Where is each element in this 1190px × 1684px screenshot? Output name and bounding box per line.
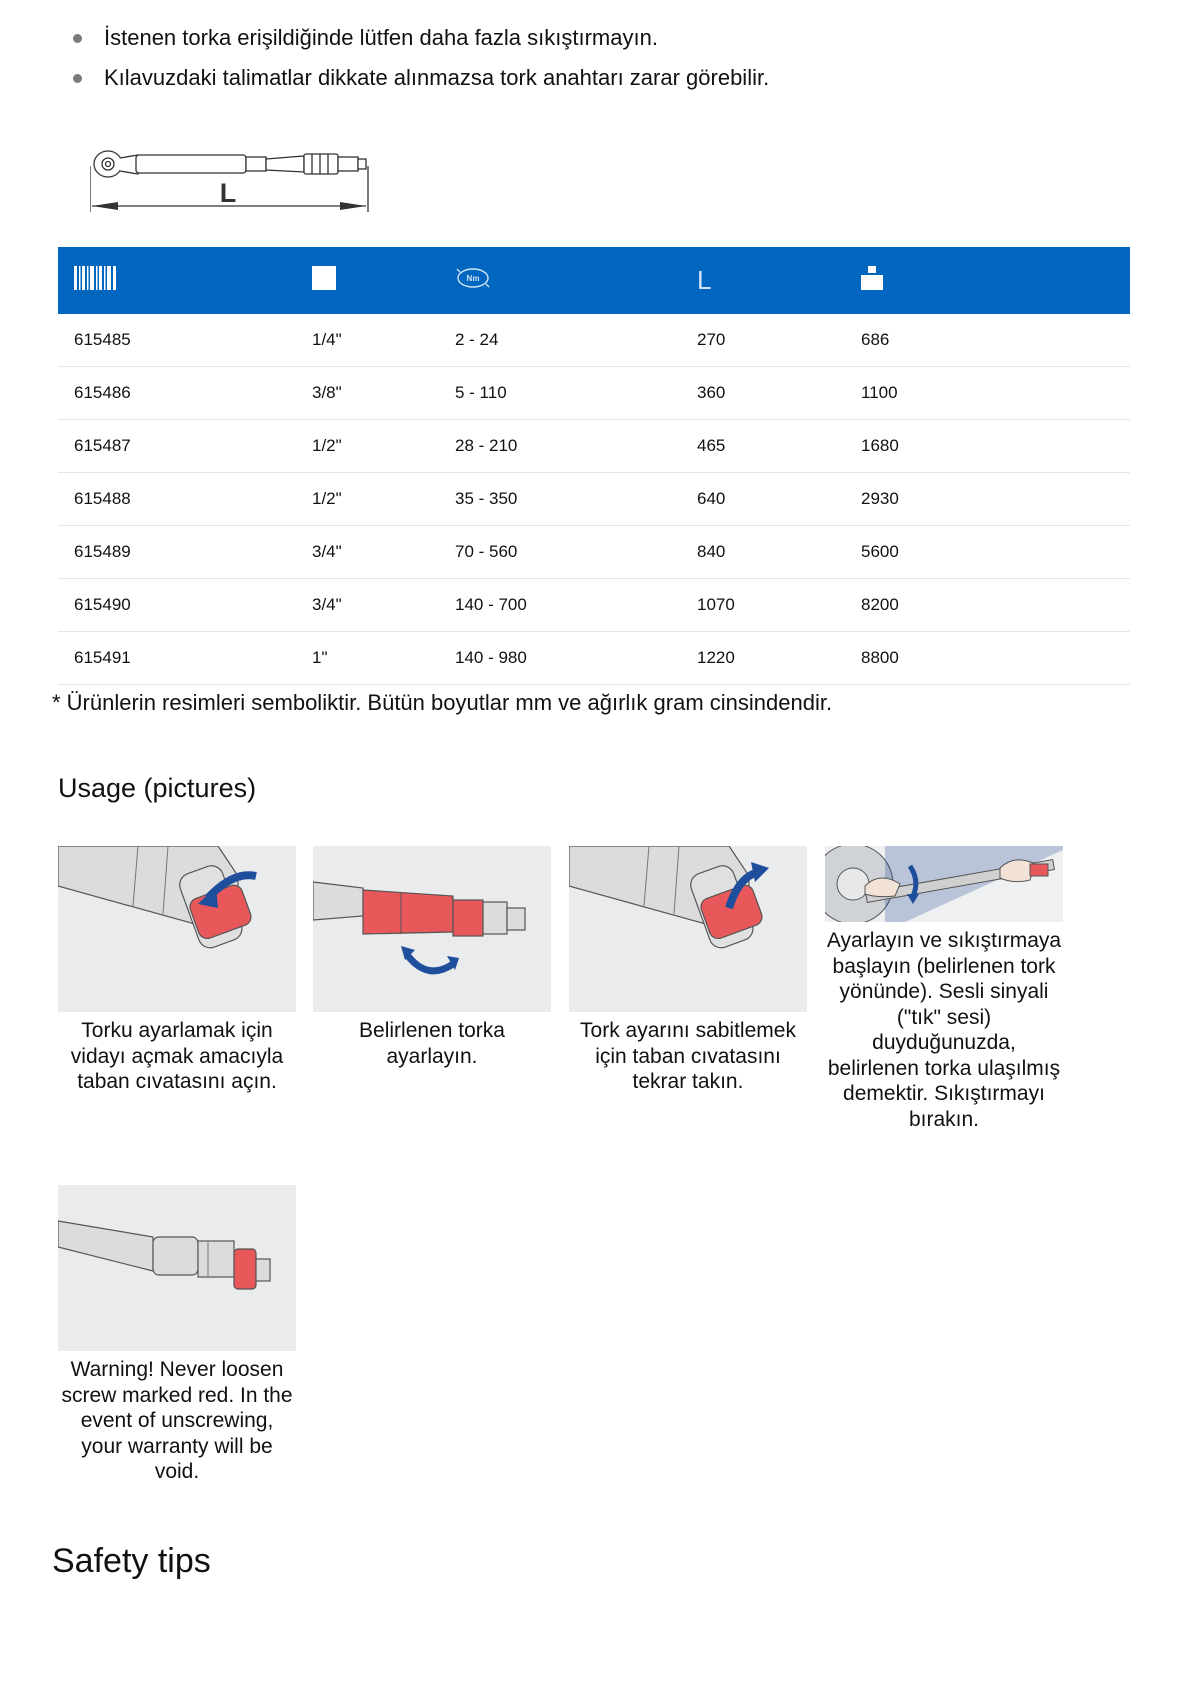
step-2-image xyxy=(313,846,551,1012)
table-row xyxy=(58,473,1130,526)
table-cell: 5600 xyxy=(845,526,1130,579)
header-article-number xyxy=(58,247,296,314)
table-cell: 360 xyxy=(681,367,845,420)
torque-unit-label: Nm xyxy=(466,274,480,283)
length-icon: L xyxy=(697,265,712,295)
header-length xyxy=(681,247,845,314)
table-cell: 615491 xyxy=(58,632,296,685)
step-3-image xyxy=(569,846,807,1012)
table-row xyxy=(58,367,1130,420)
table-cell: 615487 xyxy=(58,420,296,473)
table-cell: 840 xyxy=(681,526,845,579)
table-cell: 615485 xyxy=(58,314,296,367)
bullet-dot-icon xyxy=(73,34,82,43)
table-cell: 2 - 24 xyxy=(439,314,681,367)
table-cell: 3/4" xyxy=(296,526,439,579)
header-torque-range xyxy=(439,247,681,314)
torque-range-icon xyxy=(455,266,491,290)
table-cell: 1220 xyxy=(681,632,845,685)
table-row xyxy=(58,632,1130,685)
table-cell: 615490 xyxy=(58,579,296,632)
table-cell: 3/4" xyxy=(296,579,439,632)
usage-step-1 xyxy=(58,846,296,1095)
header-weight xyxy=(845,247,1130,314)
safety-heading: Safety tips xyxy=(52,1542,211,1580)
table-cell: 615489 xyxy=(58,526,296,579)
table-row xyxy=(58,420,1130,473)
table-cell: 1/4" xyxy=(296,314,439,367)
barcode-icon xyxy=(74,266,116,290)
usage-step-5 xyxy=(58,1185,296,1485)
table-cell: 8800 xyxy=(845,632,1130,685)
header-drive-size xyxy=(296,247,439,314)
bullet-dot-icon xyxy=(73,74,82,83)
table-header-row xyxy=(58,247,1130,314)
table-cell: 1" xyxy=(296,632,439,685)
step-4-caption: Ayarlayın ve sıkıştırmaya başlayın (belirlenen tork yönünde). Sesli sinyali ("tık" sesi) duyduğunuzda, belirlenen torka ulaşılmış demektir. Sıkıştırmayı bırakın. xyxy=(826,929,1062,1131)
table-cell: 1/2" xyxy=(296,420,439,473)
table-cell: 686 xyxy=(845,314,1130,367)
table-row xyxy=(58,314,1130,367)
bullet-text: İstenen torka erişildiğinde lütfen daha fazla sıkıştırmayın. xyxy=(104,25,658,50)
weight-icon xyxy=(861,266,883,290)
table-row xyxy=(58,579,1130,632)
table-cell: 28 - 210 xyxy=(439,420,681,473)
usage-step-4 xyxy=(825,846,1063,1132)
torque-wrench-diagram xyxy=(90,150,410,234)
bullet-item xyxy=(70,26,769,66)
step-5-caption: Warning! Never loosen screw marked red. In the event of unscrewing, your warranty will be void. xyxy=(61,1358,293,1483)
table-cell: 140 - 700 xyxy=(439,579,681,632)
table-cell: 1680 xyxy=(845,420,1130,473)
table-cell: 640 xyxy=(681,473,845,526)
bullet-list xyxy=(70,26,769,106)
table-cell: 270 xyxy=(681,314,845,367)
length-label: L xyxy=(219,178,237,208)
step-3-caption: Tork ayarını sabitlemek için taban cıvatasını tekrar takın. xyxy=(580,1019,796,1093)
table-cell: 615486 xyxy=(58,367,296,420)
table-cell: 140 - 980 xyxy=(439,632,681,685)
spec-table xyxy=(58,247,1130,685)
step-1-image xyxy=(58,846,296,1012)
table-cell: 35 - 350 xyxy=(439,473,681,526)
bullet-text: Kılavuzdaki talimatlar dikkate alınmazsa tork anahtarı zarar görebilir. xyxy=(104,65,770,90)
table-cell: 1/2" xyxy=(296,473,439,526)
footnote: * Ürünlerin resimleri semboliktir. Bütün boyutlar mm ve ağırlık gram cinsindendir. xyxy=(52,690,833,715)
step-5-image xyxy=(58,1185,296,1351)
table-cell: 3/8" xyxy=(296,367,439,420)
bullet-item xyxy=(70,66,769,106)
table-cell: 615488 xyxy=(58,473,296,526)
table-cell: 1070 xyxy=(681,579,845,632)
step-1-caption: Torku ayarlamak için vidayı açmak amacıyla taban cıvatasını açın. xyxy=(70,1019,284,1093)
usage-step-2 xyxy=(313,846,551,1069)
table-cell: 8200 xyxy=(845,579,1130,632)
table-cell: 1100 xyxy=(845,367,1130,420)
step-2-caption: Belirlenen torka ayarlayın. xyxy=(359,1019,505,1068)
usage-heading: Usage (pictures) xyxy=(58,773,257,803)
step-4-image xyxy=(825,846,1063,922)
square-drive-icon xyxy=(312,266,336,290)
table-cell: 70 - 560 xyxy=(439,526,681,579)
table-cell: 2930 xyxy=(845,473,1130,526)
table-cell: 5 - 110 xyxy=(439,367,681,420)
table-body xyxy=(58,314,1130,685)
table-cell: 465 xyxy=(681,420,845,473)
usage-step-3 xyxy=(569,846,807,1095)
table-row xyxy=(58,526,1130,579)
